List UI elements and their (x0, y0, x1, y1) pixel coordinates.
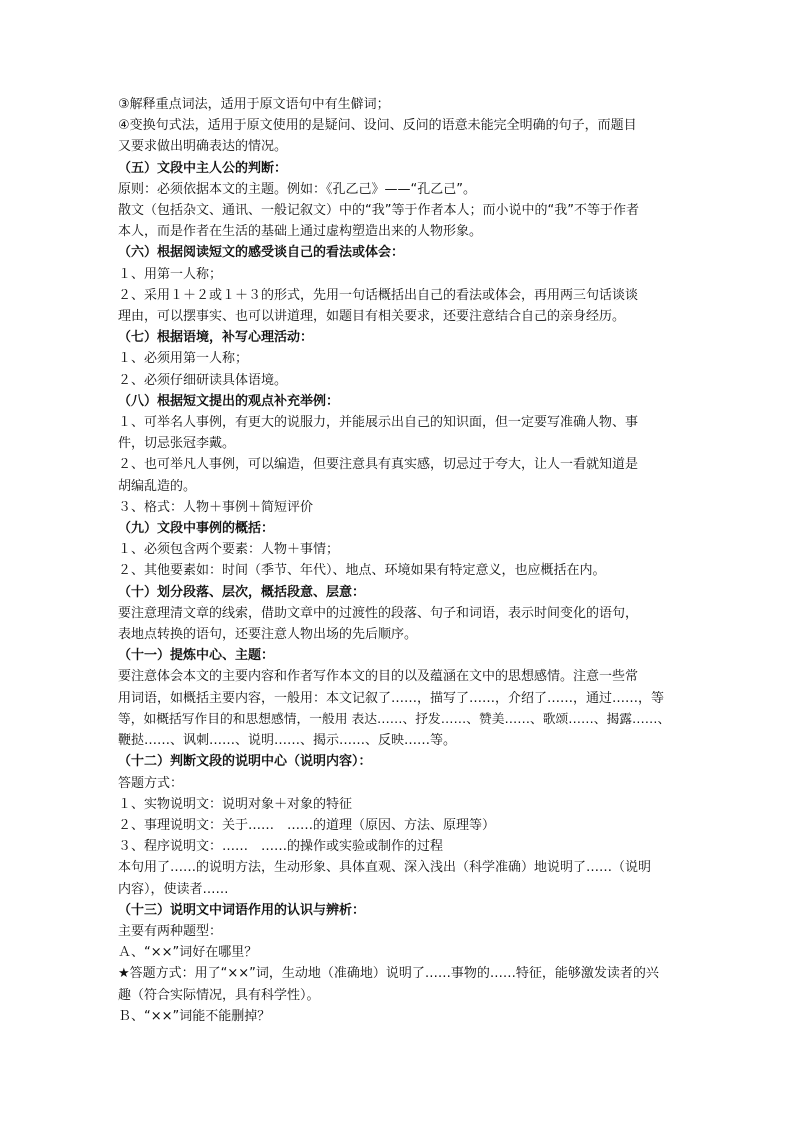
text-line: ２、其他要素如：时间（季节、年代）、地点、环境如果有特定意义，也应概括在内。 (118, 563, 606, 579)
text-line: 要注意体会本文的主要内容和作者写作本文的目的以及蕴涵在文中的思想感情。注意一些常 (118, 669, 639, 685)
text-line: 内容），使读者…… (118, 881, 229, 897)
text-line: 本句用了……的说明方法，生动形象、具体直观、深入浅出（科学准确）地说明了……（说明 (118, 860, 652, 876)
text-line: 答题方式： (118, 775, 184, 791)
text-line: 又要求做出明确表达的情况。 (118, 139, 288, 155)
text-line: １、实物说明文：说明对象＋对象的特征 (118, 796, 353, 812)
text-line: ２、事理说明文：关于…… ……的道理（原因、方法、原理等） (118, 817, 496, 833)
text-line: ３、格式：人物＋事例＋简短评价 (118, 499, 314, 515)
text-line: 趣（符合实际情况，具有科学性）。 (118, 987, 320, 1003)
text-line: 原则：必须依据本文的主题。例如：《孔乙己》——“孔乙己”。 (118, 181, 476, 197)
text-line: ２、采用１＋２或１＋３的形式，先用一句话概括出自己的看法或体会，再用两三句话谈谈 (118, 287, 639, 303)
section-heading: （六）根据阅读短文的感受谈自己的看法或体会： (118, 245, 405, 261)
text-line: １、必须用第一人称； (118, 351, 249, 367)
text-line: ３、程序说明文：…… ……的操作或实验或制作的过程 (118, 839, 444, 855)
text-line: 用词语，如概括主要内容，一般用：本文记叙了……，描写了……，介绍了……，通过……，等 (118, 690, 665, 706)
text-line: 本人，而是作者在生活的基础上通过虚构塑造出来的人物形象。 (118, 224, 483, 240)
text-line: ２、必须仔细研读具体语境。 (118, 372, 288, 388)
text-line: ③解释重点词法，适用于原文语句中有生僻词； (118, 97, 390, 112)
text-line: １、必须包含两个要素：人物＋事情； (118, 542, 340, 558)
text-line: ④变换句式法，适用于原文使用的是疑问、设问、反问的语意未能完全明确的句子，而题目 (118, 118, 637, 134)
section-heading: （十二）判断文段的说明中心（说明内容）： (118, 754, 372, 770)
text-line: Ｂ、“××”词能不能删掉？ (118, 1008, 271, 1024)
section-heading: （十一）提炼中心、主题： (118, 648, 275, 664)
section-heading: （七）根据语境，补写心理活动： (118, 330, 314, 346)
text-line: 件，切忌张冠李戴。 (118, 436, 236, 452)
section-heading: （九）文段中事例的概括： (118, 521, 275, 537)
section-heading: （十三）说明文中词语作用的认识与辨析： (118, 902, 366, 918)
section-heading: （八）根据短文提出的观点补充举例： (118, 393, 340, 409)
text-line: １、可举名人事例，有更大的说服力，并能展示出自己的知识面，但一定要写准确人物、事 (118, 415, 639, 431)
section-heading: （十）划分段落、层次，概括段意、层意： (118, 584, 366, 600)
text-line: 表地点转换的语句，还要注意人物出场的先后顺序。 (118, 627, 418, 643)
text-line: 胡编乱造的。 (118, 478, 197, 494)
text-line: ２、也可举凡人事例，可以编造，但要注意具有真实感，切忌过于夸大，让人一看就知道是 (118, 457, 639, 473)
text-line: Ａ、“××”词好在哪里？ (118, 945, 258, 961)
section-heading: （五）文段中主人公的判断： (118, 160, 288, 176)
text-line: 等，如概括写作目的和思想感情，一般用 表达……、抒发……、赞美……、歌颂……、揭露……、 (118, 711, 671, 727)
text-line: 散文（包括杂文、通讯、一般记叙文）中的“我”等于作者本人；而小说中的“我”不等于作者 (118, 203, 639, 219)
document-page (118, 94, 680, 1027)
text-line: 要注意理清文章的线索，借助文章中的过渡性的段落、句子和词语，表示时间变化的语句， (118, 605, 639, 621)
text-line: 鞭挞……、讽刺……、说明……、揭示……、反映……等。 (118, 733, 457, 749)
text-line: １、用第一人称； (118, 266, 223, 282)
text-line: ★答题方式：用了“××”词，生动地（准确地）说明了……事物的……特征，能够激发读者的兴 (118, 966, 659, 982)
text-line: 主要有两种题型： (118, 923, 223, 939)
text-line: 理由，可以摆事实、也可以讲道理，如题目有相关要求，还要注意结合自己的亲身经历。 (118, 309, 626, 325)
